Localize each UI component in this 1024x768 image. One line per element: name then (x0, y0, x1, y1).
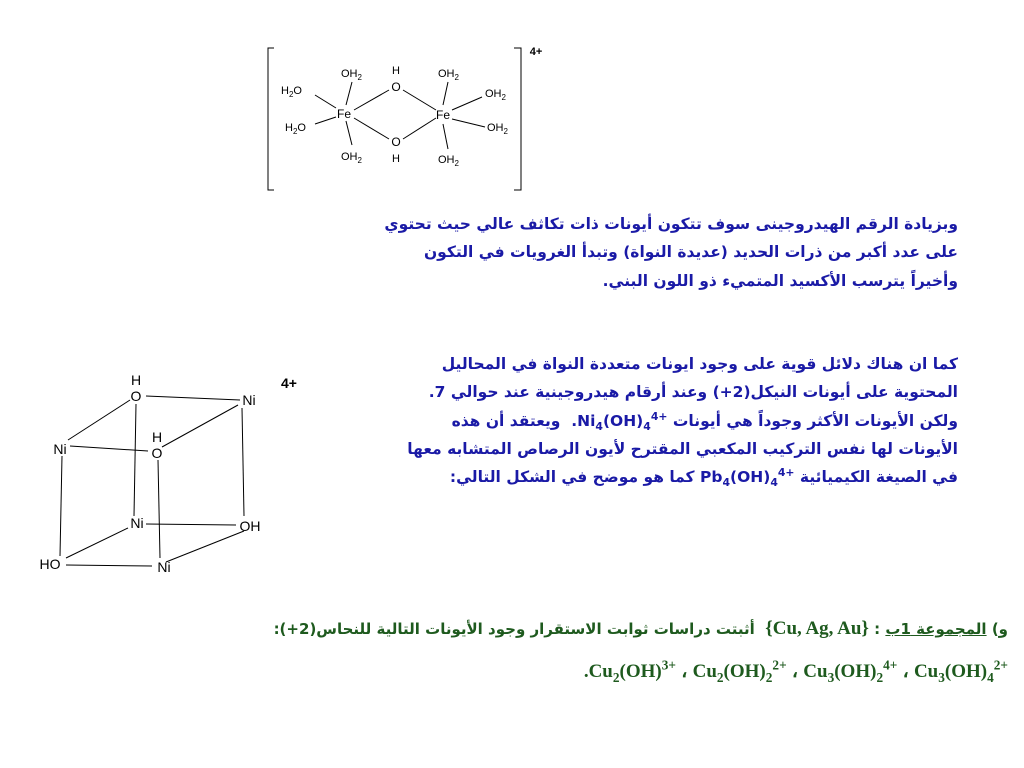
cube-ni-center: Ni (130, 515, 144, 531)
fe-complex-charge: 4+ (529, 46, 543, 58)
paragraph2-line2: المحتوية على أيونات النيكل(2+) وعند أرقام هيدروجينية عند حوالي 7. (428, 383, 958, 402)
water-ligand-right-lower: $OH_2$ (438, 154, 459, 168)
bridge-top-h: H (392, 65, 400, 77)
nickel-hydroxo-formula: $Ni_4(OH)_4^{4+}$ (577, 409, 668, 433)
paragraph1-line1: وبزيادة الرقم الهيدروجينى سوف تتكون أيونات ذات تكاثف عالي حيث تحتوي (384, 215, 958, 233)
bridge-bottom-h: H (392, 153, 400, 165)
section-marker: و) (991, 620, 1008, 638)
paragraph1-line3: وأخيراً يترسب الأكسيد المتميء ذو اللون البني. (602, 271, 958, 290)
fe-atom-right: Fe (435, 108, 451, 122)
group-metals: {Cu, Ag, Au} (765, 618, 869, 639)
water-ligand-left-lower: $OH_2$ (341, 151, 362, 165)
cube-ni-top-right: Ni (242, 392, 256, 408)
water-ligand-left-top: $H_2O$ (281, 85, 302, 99)
water-ligand-left-bottom: $H_2O$ (285, 122, 306, 136)
paragraph1-line2: على عدد أكبر من ذرات الحديد (عديدة النواة) وتبدأ الغرويات في التكون (423, 243, 958, 262)
water-ligand-left-upper: $OH_2$ (341, 68, 362, 82)
ni-cube-charge: 4+ (281, 375, 297, 391)
copper-stability-text: أثبتت دراسات ثوابت الاستقرار وجود الأيونات التالية للنحاس(2+): (273, 620, 755, 638)
fe-dimer-diagram (262, 40, 552, 192)
cube-ni-left: Ni (53, 441, 67, 457)
paragraph2-line4: الأيونات لها نفس التركيب المكعبي المقترح لأيون الرصاص المتشابه معها (407, 439, 958, 458)
water-ligand-right-top: $OH_2$ (485, 88, 506, 102)
paragraph2-line3: ولكن الأيونات الأكثر وجوداً هي أيونات $Ni_4(OH)_4^{4+}$. ويعتقد أن هذه (451, 409, 958, 433)
cube-mid-oxygen: O (151, 445, 163, 461)
bridge-top-o: O (391, 80, 401, 94)
right-bracket (514, 48, 521, 190)
bridge-bottom-o: O (391, 135, 401, 149)
water-ligand-right-bottom: $OH_2$ (487, 122, 508, 136)
lead-hydroxo-formula: $Pb_4(OH)_4^{4+}$ (699, 466, 795, 490)
cube-oh-right: OH (239, 518, 261, 534)
cube-ni-bottom: Ni (157, 559, 171, 575)
water-ligand-right-upper: $OH_2$ (438, 68, 459, 82)
copper-ion-4: $Cu_3(OH)_4^{2+}$ (913, 657, 1008, 685)
group-label: المجموعة 1ب (885, 620, 987, 638)
ni-cube-diagram (30, 365, 310, 580)
copper-ion-1: $Cu_2(OH)^{3+}$ (588, 657, 676, 685)
fe-atom-left: Fe (336, 107, 352, 121)
paragraph2-line5: في الصيغة الكيميائية $Pb_4(OH)_4^{4+}$ كما هو موضح في الشكل التالي: (449, 466, 958, 490)
paragraph-iron-hydrolysis (318, 210, 958, 295)
left-bracket (268, 48, 274, 190)
copper-ions-list: $Cu_2(OH)^{3+}$ ، $Cu_2(OH)_2^{2+}$ ، $Cu_3(OH)_2^{4+}$ ، $Cu_3(OH)_4^{2+}$. (583, 657, 1008, 685)
copper-ion-3: $Cu_3(OH)_2^{4+}$ (803, 657, 898, 685)
cube-ho-left: HO (39, 556, 61, 572)
paragraph-nickel-ions (318, 350, 958, 491)
copper-ion-2: $Cu_2(OH)_2^{2+}$ (692, 657, 787, 685)
copper-section-heading: و) المجموعة 1ب : {Cu, Ag, Au} أثبتت دراسات ثوابت الاستقرار وجود الأيونات التالية للنحاس(2+): (273, 618, 1008, 639)
paragraph2-line1: كما ان هناك دلائل قوية على وجود ايونات متعددة النواة في المحاليل (441, 355, 958, 373)
cube-top-oxygen: O (130, 388, 142, 404)
cube-top-hydrogen: H (130, 372, 142, 388)
cube-mid-hydrogen: H (151, 429, 163, 445)
